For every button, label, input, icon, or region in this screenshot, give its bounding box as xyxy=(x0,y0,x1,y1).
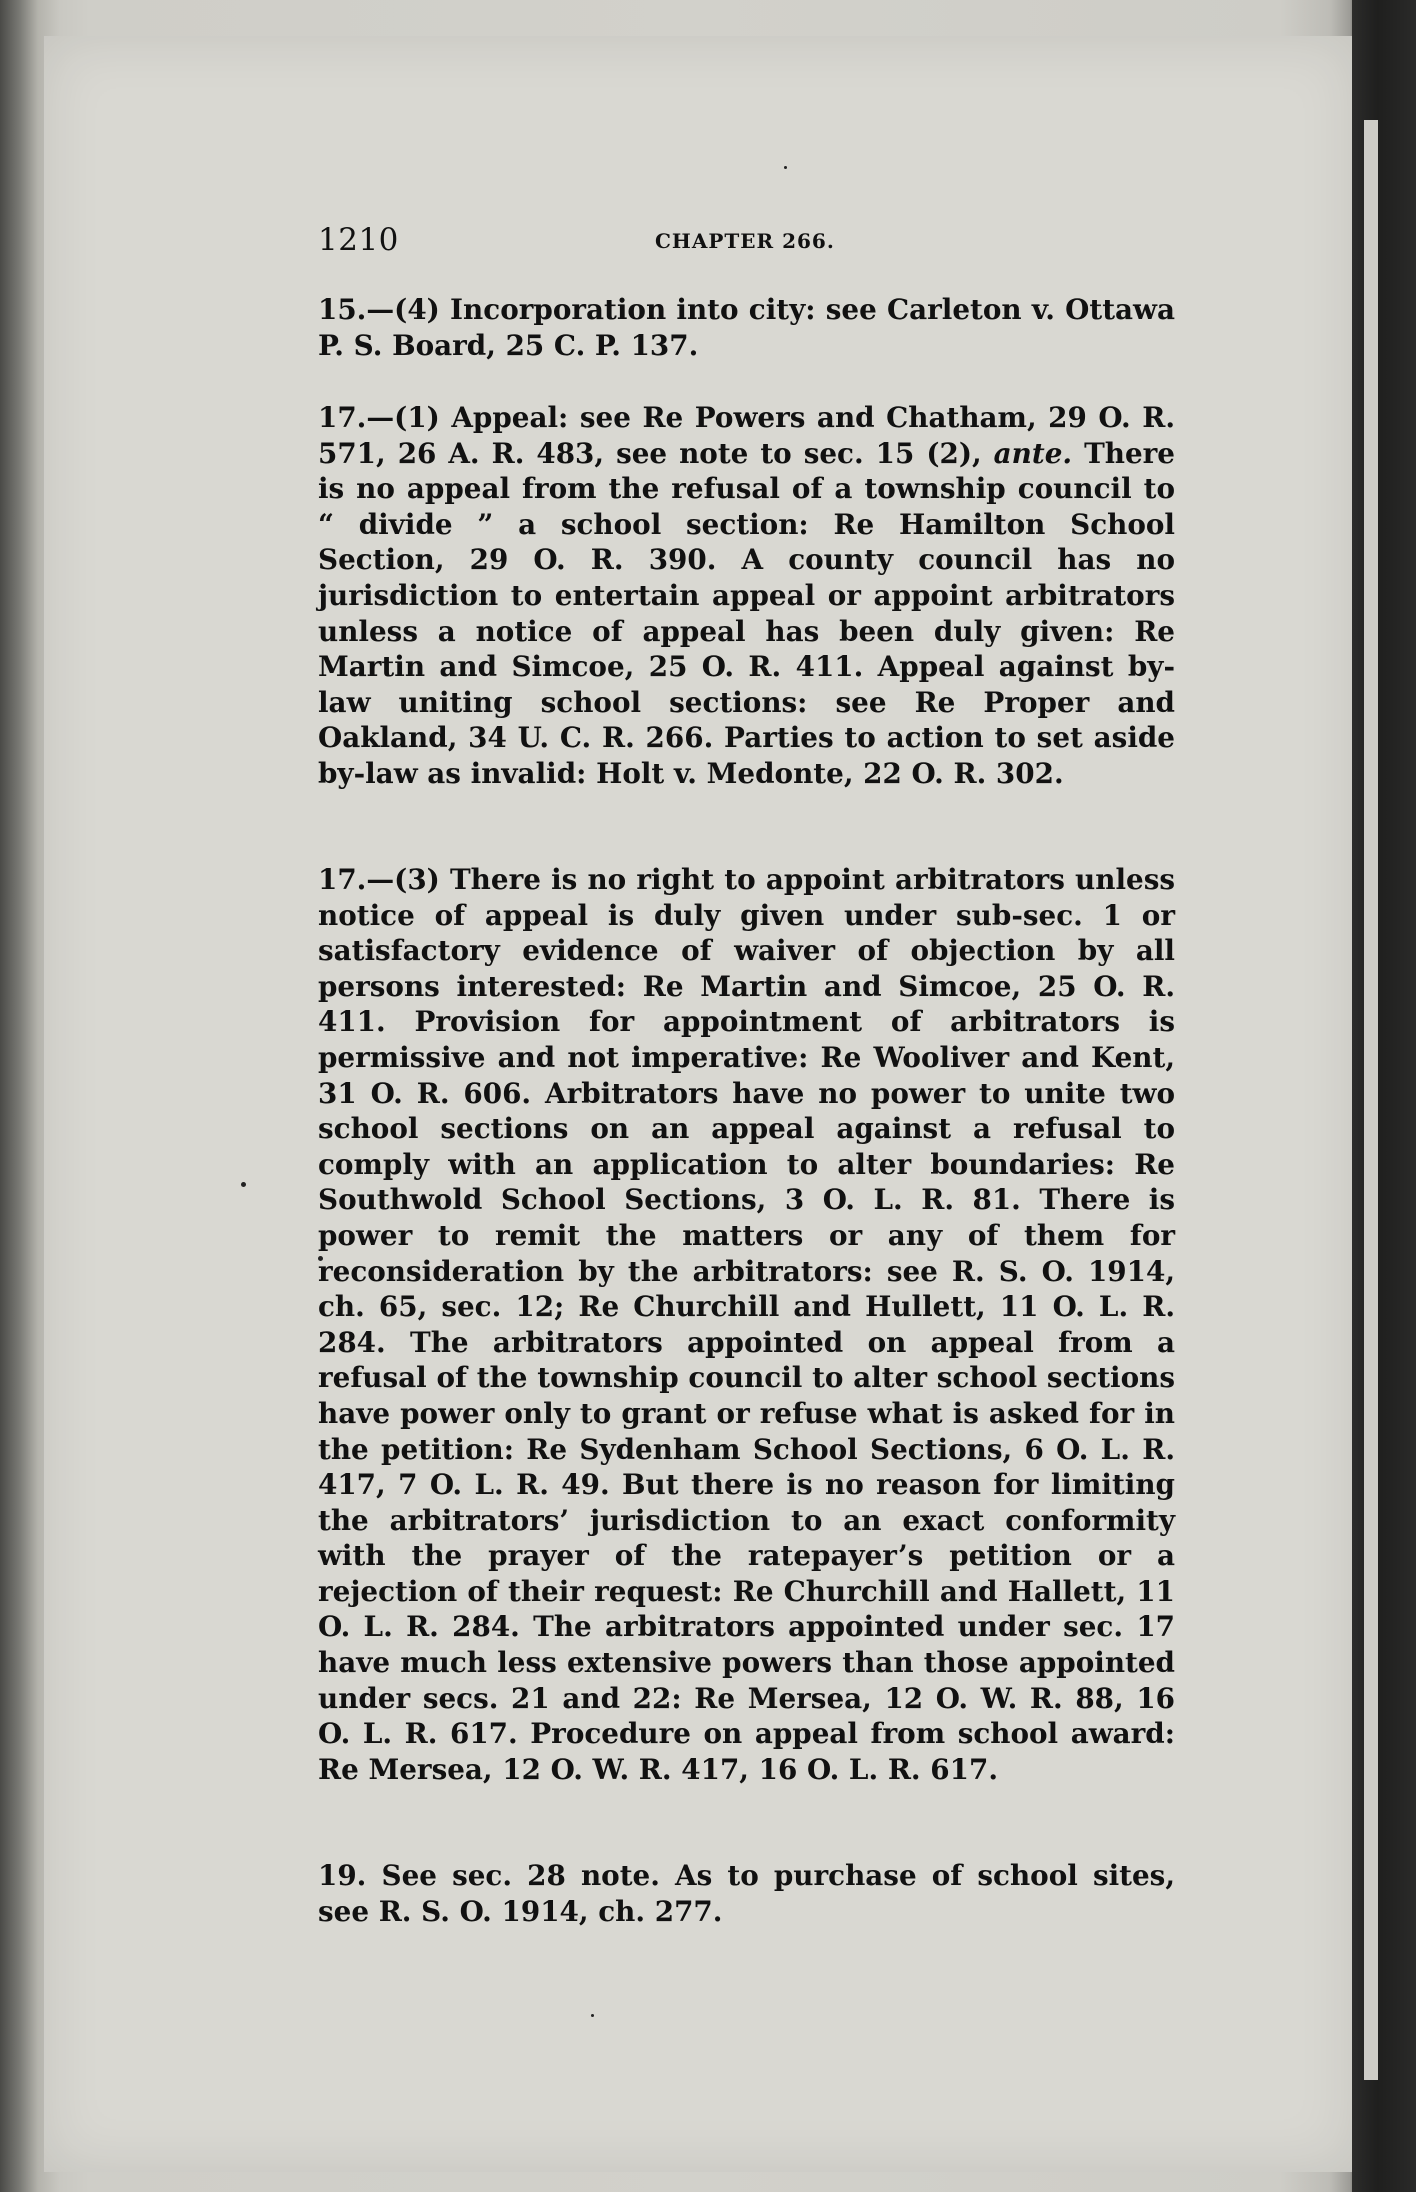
note-text: —(1) Appeal: see Re Powers and Chatham, 29 O. R. 571, 26 A. R. 483, see note to sec. 15 (2), xyxy=(318,401,1175,470)
next-page-edge xyxy=(1352,0,1416,2192)
note-section-19 xyxy=(318,1858,1175,1929)
page-number: 1210 xyxy=(318,222,399,258)
note-ref: 15. xyxy=(318,293,367,326)
speck xyxy=(784,166,787,169)
next-page-strip xyxy=(1364,120,1378,2080)
running-head: CHAPTER 266. xyxy=(655,229,835,253)
note-text: —(4) Incorporation into city: see Carleton v. Ottawa P. S. Board, 25 C. P. 137. xyxy=(318,293,1175,362)
note-ref: 19. xyxy=(318,1859,367,1892)
note-text: —(3) There is no right to appoint arbitrators unless notice of appeal is duly given under sub-sec. 1 or satisfactory evidence of waiver of objection by all persons interested: Re Martin and Simcoe, 25 O. R. 411. Provision for appointment of arbitrators is permissive and not imperative: Re Wooliver and Kent, 31 O. R. 606. Arbitrators have no power to unite two school sections on an appeal against a refusal to comply with an application to alter boundaries: Re Southwold School Sections, 3 O. L. R. 81. There is power to remit the matters or any of them for reconsideration by the arbitrators: see R. S. O. 1914, ch. 65, sec. 12; Re Churchill and Hullett, 11 O. L. R. 284. The arbitrators appointed on appeal from a refusal of the township council to alter school sections have power only to grant or refuse what is asked for in the petition: Re Sydenham School Sections, 6 O. L. R. 417, 7 O. L. R. 49. But there is no reason for limiting the arbitrators’ jurisdiction to an exact conformity with the prayer of the ratepayer’s petition or a rejection of their request: Re Churchill and Hallett, 11 O. L. R. 284. The arbitrators appointed under sec. 17 have much less extensive powers than those appointed under secs. 21 and 22: Re Mersea, 12 O. W. R. 88, 16 O. L. R. 617. Procedure on appeal from school award: Re Mersea, 12 O. W. R. 417, 16 O. L. R. 617. xyxy=(318,863,1175,1786)
speck xyxy=(241,1182,246,1187)
note-text-italic: ante. xyxy=(993,436,1073,470)
speck xyxy=(591,2014,594,2017)
note-section-17-3 xyxy=(318,862,1175,1787)
note-ref: 17. xyxy=(318,863,367,896)
note-ref: 17. xyxy=(318,401,367,434)
note-text: See sec. 28 note. As to purchase of school sites, see R. S. O. 1914, ch. 277. xyxy=(318,1859,1175,1928)
note-text-continued: There is no appeal from the refusal of a township council to “ divide ” a school section: Re Hamilton School Section, 29 O. R. 390. A county council has no jurisdiction to entertain appeal or appoint arbitrators unless a notice of appeal has been duly given: Re Martin and Simcoe, 25 O. R. 411. Appeal against by-law uniting school sections: see Re Proper and Oakland, 34 U. C. R. 266. Parties to action to set aside by-law as invalid: Holt v. Medonte, 22 O. R. 302. xyxy=(318,436,1175,790)
note-section-15-4 xyxy=(318,292,1175,363)
note-section-17-1 xyxy=(318,400,1175,792)
